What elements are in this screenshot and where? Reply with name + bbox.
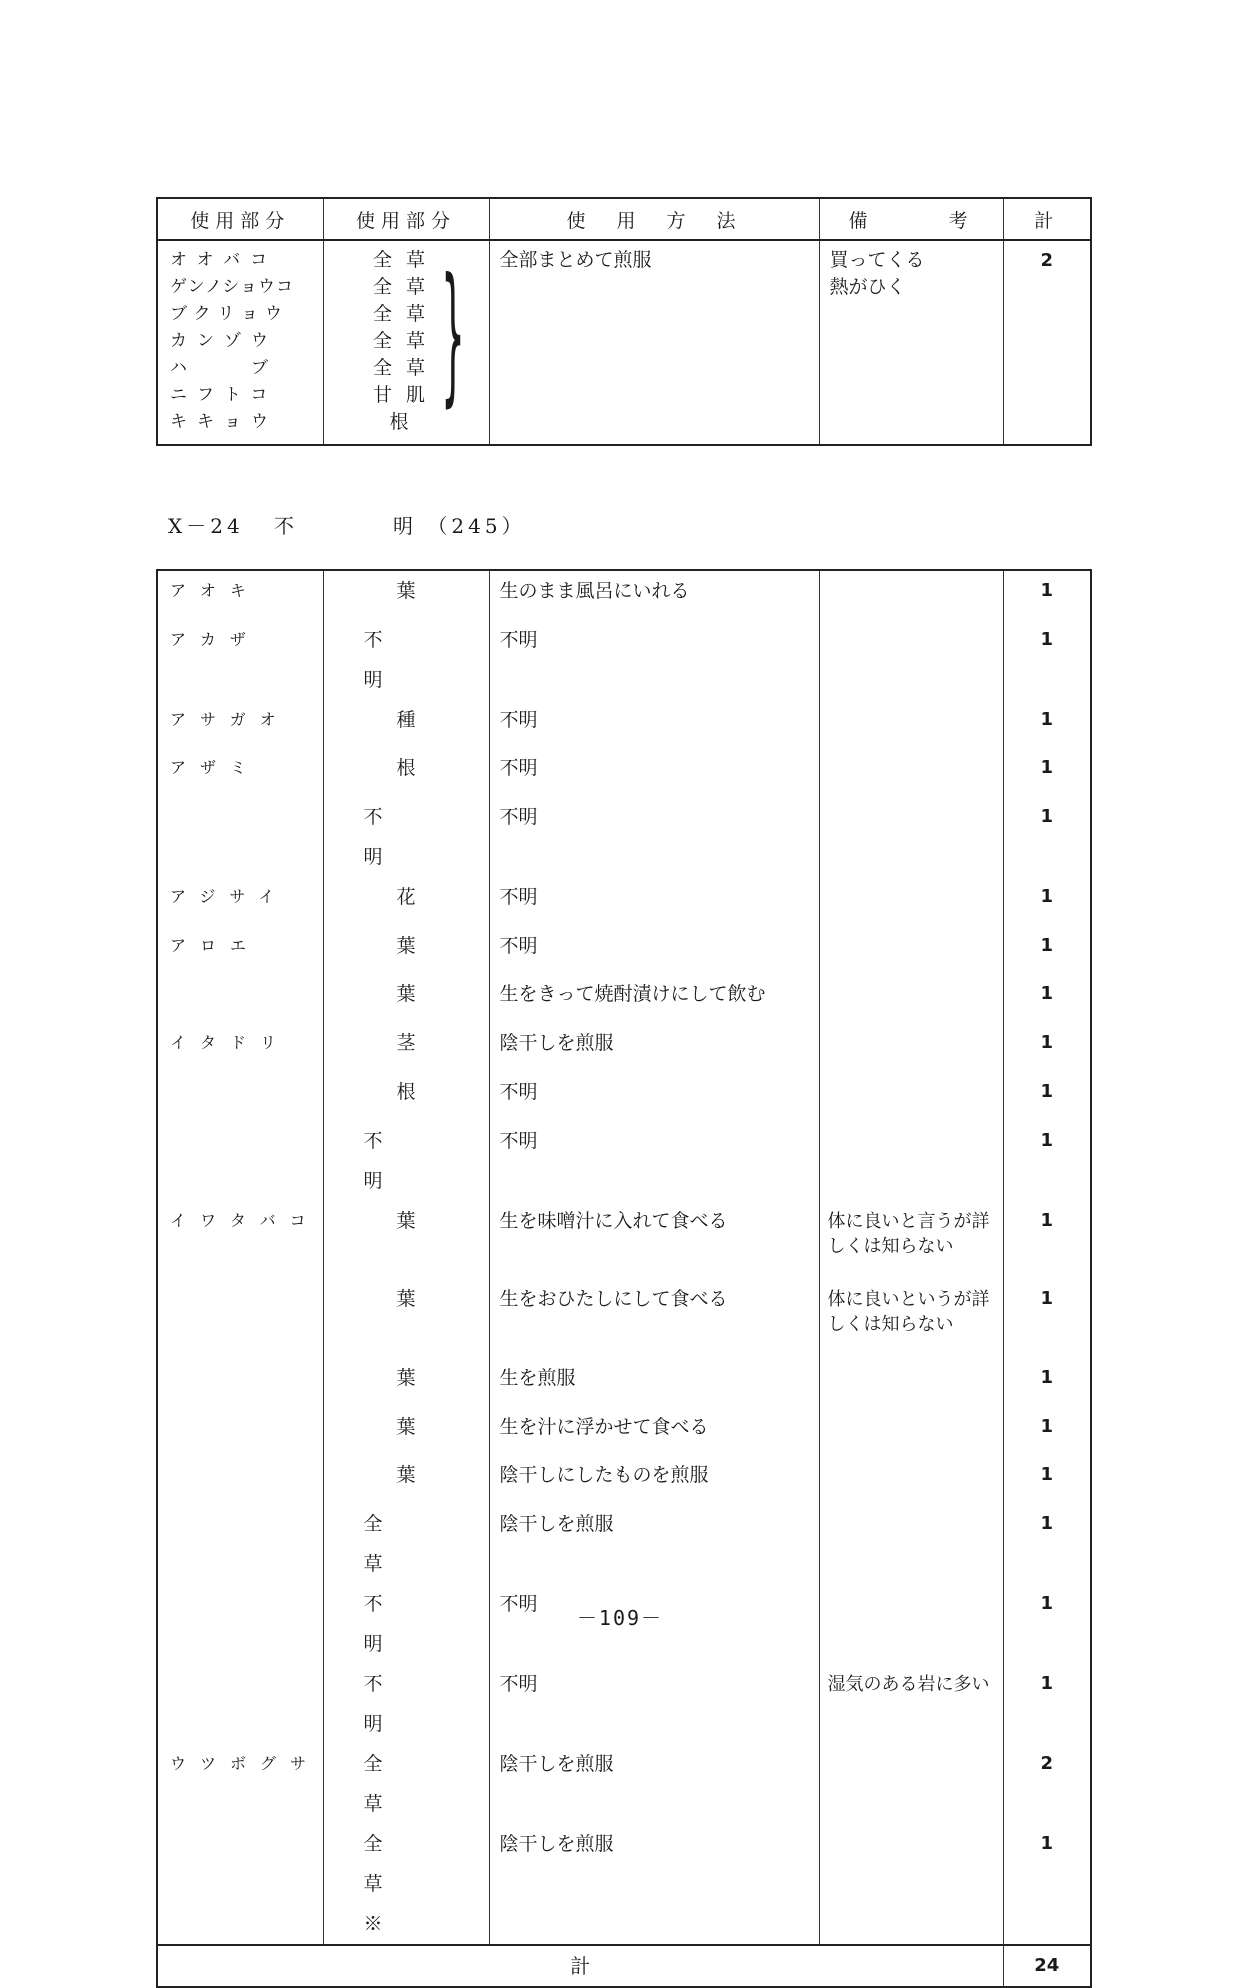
plant-cell (157, 1824, 323, 1945)
count-cell: 1 (1003, 1201, 1091, 1280)
part-cell: 葉 (323, 1201, 489, 1280)
count-cell: 1 (1003, 926, 1091, 975)
part-name: 甘肌 (372, 384, 439, 406)
part-cell: 葉 (323, 926, 489, 975)
method-cell: 生を味噌汁に入れて食べる (489, 1201, 819, 1280)
plant-cell (157, 1664, 323, 1744)
note-cell (819, 748, 1003, 797)
section-name-a: 不 (274, 514, 299, 538)
count-cell: 1 (1003, 1664, 1091, 1744)
count-cell: 1 (1003, 797, 1091, 877)
note-cell (819, 1023, 1003, 1072)
part-cell: 不明 (323, 797, 489, 877)
table-row (157, 877, 1091, 926)
header-cell: 備 考 (819, 198, 1003, 240)
method-cell: 生のまま風呂にいれる (489, 570, 819, 620)
table-row (157, 926, 1091, 975)
note-cell: 体に良いと言うが詳しくは知らない (819, 1201, 1003, 1280)
plant-list (157, 240, 323, 445)
table-row (157, 1072, 1091, 1121)
part-cell: 不明 (323, 1664, 489, 1744)
table-row (157, 240, 1091, 445)
part-cell: 葉 (323, 1455, 489, 1504)
note-cell (819, 1072, 1003, 1121)
count-cell: 1 (1003, 700, 1091, 749)
part-cell: 不明 (323, 1584, 489, 1664)
table-row (157, 1407, 1091, 1456)
method-cell: 不明 (489, 926, 819, 975)
plant-cell: アザミ (170, 758, 261, 778)
table-row (157, 748, 1091, 797)
part-name: 全草 (372, 330, 439, 352)
plant-cell: アサガオ (170, 709, 290, 729)
header-cell: 計 (1003, 198, 1091, 240)
part-cell: 葉 (323, 1358, 489, 1407)
method-cell: 不明 (489, 877, 819, 926)
method-cell: 陰干しを煎服 (489, 1824, 819, 1945)
part-cell: 葉 (323, 1407, 489, 1456)
plant-cell (157, 1358, 323, 1407)
note-cell (819, 570, 1003, 620)
plant-cell (157, 1407, 323, 1456)
part-cell: 全草 (323, 1744, 489, 1824)
method-cell: 不明 (489, 1584, 819, 1664)
note-cell (819, 1455, 1003, 1504)
table-row (157, 797, 1091, 877)
count-cell: 1 (1003, 1023, 1091, 1072)
count-cell: 1 (1003, 1584, 1091, 1664)
method-cell: 生をきって焼酎漬けにして飲む (489, 974, 819, 1023)
count-cell: 1 (1003, 1407, 1091, 1456)
count-cell: 1 (1003, 1824, 1091, 1945)
note-line: 熱がひく (829, 276, 906, 298)
note-cell (819, 1407, 1003, 1456)
count-cell: 1 (1003, 1455, 1091, 1504)
table-row (157, 1279, 1091, 1358)
table-row (157, 700, 1091, 749)
plant-cell: イタドリ (170, 1033, 291, 1053)
table-row (157, 1023, 1091, 1072)
table-row (157, 1358, 1091, 1407)
section-name-b: 明 (393, 514, 418, 538)
page-number: －109－ (576, 1606, 664, 1630)
note-cell (819, 797, 1003, 877)
note-cell (819, 1358, 1003, 1407)
method-cell: 不明 (489, 1121, 819, 1201)
method-cell: 全部まとめて煎服 (489, 240, 819, 445)
plant-cell (157, 1072, 323, 1121)
count-cell: 1 (1003, 1358, 1091, 1407)
part-cell: 全草 (323, 1504, 489, 1584)
count-cell: 1 (1003, 570, 1091, 620)
count-cell: 1 (1003, 1504, 1091, 1584)
part-cell: 葉 (323, 1279, 489, 1358)
part-cell: 葉 (323, 570, 489, 620)
part-list (323, 240, 489, 445)
plant-cell: ウツボグサ (170, 1753, 321, 1773)
method-cell: 不明 (489, 797, 819, 877)
section-number: （245） (427, 514, 526, 538)
part-name: 全草 (372, 276, 439, 298)
main-table (156, 569, 1092, 1988)
count-cell: 1 (1003, 1279, 1091, 1358)
brace-icon: } (441, 247, 469, 421)
total-row (157, 1945, 1091, 1987)
method-cell: 不明 (489, 620, 819, 700)
note-cell (819, 1504, 1003, 1584)
plant-cell: アオキ (170, 581, 260, 600)
note-cell (819, 620, 1003, 700)
plant-name: ゲンノショウコ (170, 277, 294, 297)
note-cell (819, 974, 1003, 1023)
table-row (157, 570, 1091, 620)
part-name: 全草 (372, 357, 439, 379)
count-cell: 2 (1003, 240, 1091, 445)
method-cell: 不明 (489, 1664, 819, 1744)
part-cell: 根 (323, 748, 489, 797)
table-row (157, 1121, 1091, 1201)
plant-cell: アカザ (170, 629, 260, 649)
table-row (157, 1664, 1091, 1744)
note-cell (819, 1121, 1003, 1201)
part-cell: 全草※ (323, 1824, 489, 1945)
table-row (157, 1201, 1091, 1280)
plant-cell (157, 1279, 323, 1358)
note-cell (819, 1824, 1003, 1945)
count-cell: 1 (1003, 748, 1091, 797)
count-cell: 1 (1003, 1072, 1091, 1121)
method-cell: 不明 (489, 1072, 819, 1121)
header-row (157, 198, 1091, 240)
note-cell (819, 240, 1003, 445)
plant-cell (157, 974, 323, 1023)
method-cell: 陰干しを煎服 (489, 1504, 819, 1584)
plant-cell (157, 1504, 323, 1584)
method-cell: 陰干しを煎服 (489, 1023, 819, 1072)
part-name: 根 (389, 411, 423, 433)
plant-name: キキョウ (170, 412, 278, 432)
table-row (157, 1824, 1091, 1945)
method-cell: 陰干しにしたものを煎服 (489, 1455, 819, 1504)
continuation-table (156, 197, 1092, 446)
table-row (157, 1744, 1091, 1824)
method-cell: 生をおひたしにして食べる (489, 1279, 819, 1358)
table-row (157, 620, 1091, 700)
header-cell: 使用部分 (323, 198, 489, 240)
method-cell: 生を煎服 (489, 1358, 819, 1407)
part-cell: 花 (323, 877, 489, 926)
plant-cell: イワタバコ (170, 1210, 320, 1230)
plant-name: オオバコ (170, 250, 278, 270)
note-cell (819, 1744, 1003, 1824)
part-cell: 茎 (323, 1023, 489, 1072)
total-value: 24 (1003, 1945, 1091, 1987)
method-cell: 生を汁に浮かせて食べる (489, 1407, 819, 1456)
note-cell: 湿気のある岩に多い (819, 1664, 1003, 1744)
part-cell: 葉 (323, 974, 489, 1023)
method-cell: 陰干しを煎服 (489, 1744, 819, 1824)
plant-cell: アジサイ (170, 887, 289, 907)
part-cell: 不明 (323, 1121, 489, 1201)
header-cell: 使用部分 (157, 198, 323, 240)
count-cell: 1 (1003, 1121, 1091, 1201)
section-title (168, 510, 526, 539)
count-cell: 1 (1003, 877, 1091, 926)
note-line: 買ってくる (829, 249, 925, 271)
count-cell: 1 (1003, 974, 1091, 1023)
count-cell: 1 (1003, 620, 1091, 700)
note-cell (819, 700, 1003, 749)
plant-name: ニフトコ (170, 385, 278, 405)
header-cell: 使 用 方 法 (489, 198, 819, 240)
total-label: 計 (157, 1945, 1003, 1987)
part-name: 全草 (372, 303, 439, 325)
table-row (157, 1504, 1091, 1584)
plant-cell (157, 1121, 323, 1201)
plant-cell: アロエ (170, 935, 261, 955)
plant-name: カンゾウ (170, 331, 278, 351)
count-cell: 2 (1003, 1744, 1091, 1824)
method-cell: 不明 (489, 748, 819, 797)
plant-name: ハ ブ (170, 358, 278, 378)
table-row (157, 974, 1091, 1023)
part-cell: 根 (323, 1072, 489, 1121)
part-name: 全草 (372, 249, 439, 271)
plant-cell (157, 797, 323, 877)
note-cell: 体に良いというが詳しくは知らない (819, 1279, 1003, 1358)
plant-name: ブクリョウ (170, 304, 289, 324)
table-row (157, 1455, 1091, 1504)
part-cell: 不明 (323, 620, 489, 700)
section-code: X－24 (168, 514, 244, 538)
note-cell (819, 926, 1003, 975)
plant-cell (157, 1455, 323, 1504)
method-cell: 不明 (489, 700, 819, 749)
part-cell: 種 (323, 700, 489, 749)
note-cell (819, 877, 1003, 926)
